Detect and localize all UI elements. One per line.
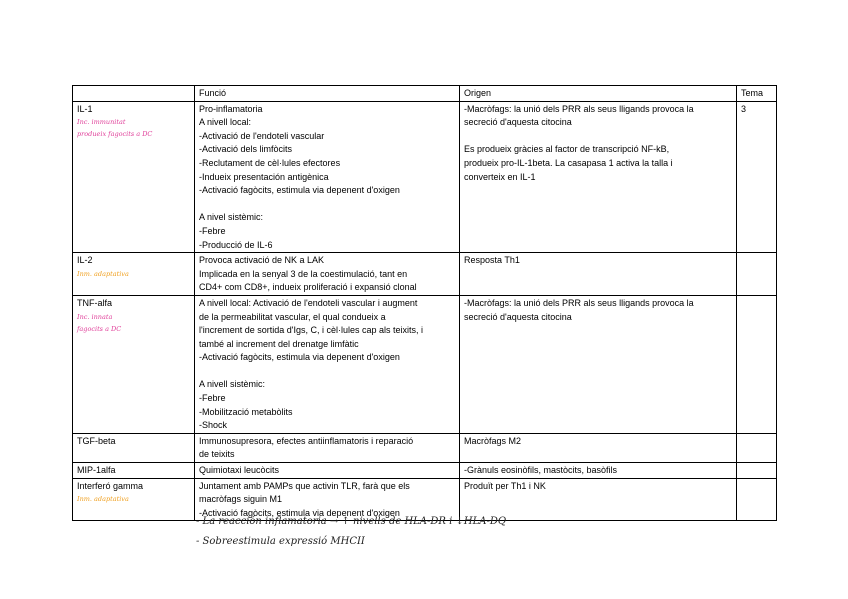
origen-cell bbox=[460, 433, 737, 462]
origen-cell bbox=[460, 101, 737, 253]
cytokine-name: IL-1 bbox=[77, 103, 93, 114]
funcio-line: A nivel sistèmic: bbox=[199, 212, 264, 223]
cytokine-name-cell bbox=[73, 101, 195, 253]
funcio-line: macròfags siguin M1 bbox=[199, 494, 283, 505]
origen-line: converteix en IL-1 bbox=[464, 171, 536, 182]
funcio-line: A nivell local: Activació de l'endoteli vascular i augment bbox=[199, 297, 418, 308]
funcio-line: Implicada en la senyal 3 de la coestimulació, tant en bbox=[199, 268, 408, 279]
origen-line: secreció d'aquesta citocina bbox=[464, 117, 572, 128]
origen-line: Es produeix gràcies al factor de transcripció NF-kB, bbox=[464, 144, 670, 155]
funcio-cell bbox=[195, 433, 460, 462]
funcio-line: -Indueix presentación antigènica bbox=[199, 171, 329, 182]
funcio-line: Provoca activació de NK a LAK bbox=[199, 255, 325, 266]
funcio-cell bbox=[195, 463, 460, 479]
origen-cell bbox=[460, 253, 737, 296]
funcio-line: Juntament amb PAMPs que activin TLR, farà que els bbox=[199, 480, 410, 491]
funcio-line bbox=[199, 365, 455, 379]
funcio-line: -Activació fagòcits, estimula via depenent d'oxigen bbox=[199, 507, 400, 518]
tema-cell bbox=[737, 433, 777, 462]
handwritten-margin-note: produeix fagocits a DC bbox=[77, 130, 153, 139]
handwritten-margin-note: Inm. adaptativa bbox=[77, 495, 129, 504]
tema-cell bbox=[737, 253, 777, 296]
funcio-line: A nivell sistèmic: bbox=[199, 379, 266, 390]
handwritten-note-1: - La reacción inflamatoria → ↑ nivells de HLA-DR i ↓HLA-DQ bbox=[196, 516, 507, 527]
handwritten-margin-note: Inc. immunitat bbox=[77, 118, 126, 127]
funcio-line: A nivell local: bbox=[199, 117, 252, 128]
cytokine-name: IL-2 bbox=[77, 255, 93, 266]
funcio-line: -Shock bbox=[199, 420, 228, 431]
cytokine-name-cell bbox=[73, 295, 195, 433]
origen-cell bbox=[460, 463, 737, 479]
funcio-cell bbox=[195, 295, 460, 433]
funcio-line: -Mobilització metabòlits bbox=[199, 406, 293, 417]
funcio-line: CD4+ com CD8+, indueix proliferació i expansió clonal bbox=[199, 282, 417, 293]
funcio-line: l'increment de sortida d'Igs, C, i cèl·lules cap als teixits, i bbox=[199, 325, 424, 336]
handwritten-note-2: - Sobreestimula expressió MHCII bbox=[196, 536, 365, 547]
funcio-line: -Activació de l'endoteli vascular bbox=[199, 130, 325, 141]
funcio-line: de teixits bbox=[199, 449, 235, 460]
header-row bbox=[73, 86, 777, 102]
funcio-line: -Activació fagòcits, estimula via depenent d'oxigen bbox=[199, 352, 400, 363]
cytokine-name-cell bbox=[73, 253, 195, 296]
handwritten-margin-note: Inm. adaptativa bbox=[77, 269, 129, 278]
tema-cell: 3 bbox=[737, 101, 777, 253]
funcio-line: de la permeabilitat vascular, el qual condueix a bbox=[199, 311, 386, 322]
funcio-line: Pro-inflamatoria bbox=[199, 103, 263, 114]
funcio-line: -Activació fagòcits, estimula via depenent d'oxigen bbox=[199, 185, 400, 196]
origen-line: Resposta Th1 bbox=[464, 255, 520, 266]
table-row bbox=[73, 295, 777, 433]
funcio-cell bbox=[195, 253, 460, 296]
header-cell-funcio: Funció bbox=[195, 86, 460, 102]
origen-line: secreció d'aquesta citocina bbox=[464, 311, 572, 322]
funcio-line: -Producció de IL-6 bbox=[199, 239, 273, 250]
table-row bbox=[73, 433, 777, 462]
funcio-cell bbox=[195, 478, 460, 521]
funcio-line: Quimiotaxi leucòcits bbox=[199, 465, 280, 476]
table-row bbox=[73, 463, 777, 479]
handwritten-margin-note: Inc. innata bbox=[77, 312, 113, 321]
origen-line: -Grànuls eosinòfils, mastòcits, basòfils bbox=[464, 465, 618, 476]
origen-line bbox=[464, 130, 732, 144]
table-row bbox=[73, 101, 777, 253]
funcio-line: -Febre bbox=[199, 225, 226, 236]
origen-line: produeix pro-IL-1beta. La casapasa 1 activa la talla i bbox=[464, 157, 673, 168]
table-row bbox=[73, 253, 777, 296]
header-cell-name bbox=[73, 86, 195, 102]
handwritten-margin-note: fagocits a DC bbox=[77, 324, 122, 333]
table-row bbox=[73, 478, 777, 521]
cytokine-name-cell bbox=[73, 478, 195, 521]
funcio-cell bbox=[195, 101, 460, 253]
cytokine-name: Interferó gamma bbox=[77, 480, 144, 491]
funcio-line: Immunosupresora, efectes antiinflamatoris i reparació bbox=[199, 435, 414, 446]
cytokine-name-cell bbox=[73, 463, 195, 479]
cytokine-name-cell bbox=[73, 433, 195, 462]
cytokine-name: TNF-alfa bbox=[77, 297, 113, 308]
origen-cell bbox=[460, 295, 737, 433]
tema-cell bbox=[737, 478, 777, 521]
funcio-line: -Febre bbox=[199, 393, 226, 404]
origen-line: -Macròfags: la unió dels PRR als seus lligands provoca la bbox=[464, 103, 694, 114]
origen-line: Produït per Th1 i NK bbox=[464, 480, 546, 491]
cytokine-name: MIP-1alfa bbox=[77, 465, 116, 476]
cytokine-name: TGF-beta bbox=[77, 435, 116, 446]
funcio-line bbox=[199, 198, 455, 212]
header-cell-tema: Tema bbox=[737, 86, 777, 102]
origen-cell bbox=[460, 478, 737, 521]
funcio-line: també al increment del drenatge limfàtic bbox=[199, 338, 359, 349]
origen-line: -Macròfags: la unió dels PRR als seus lligands provoca la bbox=[464, 297, 694, 308]
origen-line: Macròfags M2 bbox=[464, 435, 522, 446]
header-cell-origen: Origen bbox=[460, 86, 737, 102]
funcio-line: -Activació dels limfòcits bbox=[199, 144, 293, 155]
cytokine-table bbox=[72, 85, 777, 521]
tema-cell bbox=[737, 463, 777, 479]
funcio-line: -Reclutament de cèl·lules efectores bbox=[199, 157, 341, 168]
tema-cell bbox=[737, 295, 777, 433]
